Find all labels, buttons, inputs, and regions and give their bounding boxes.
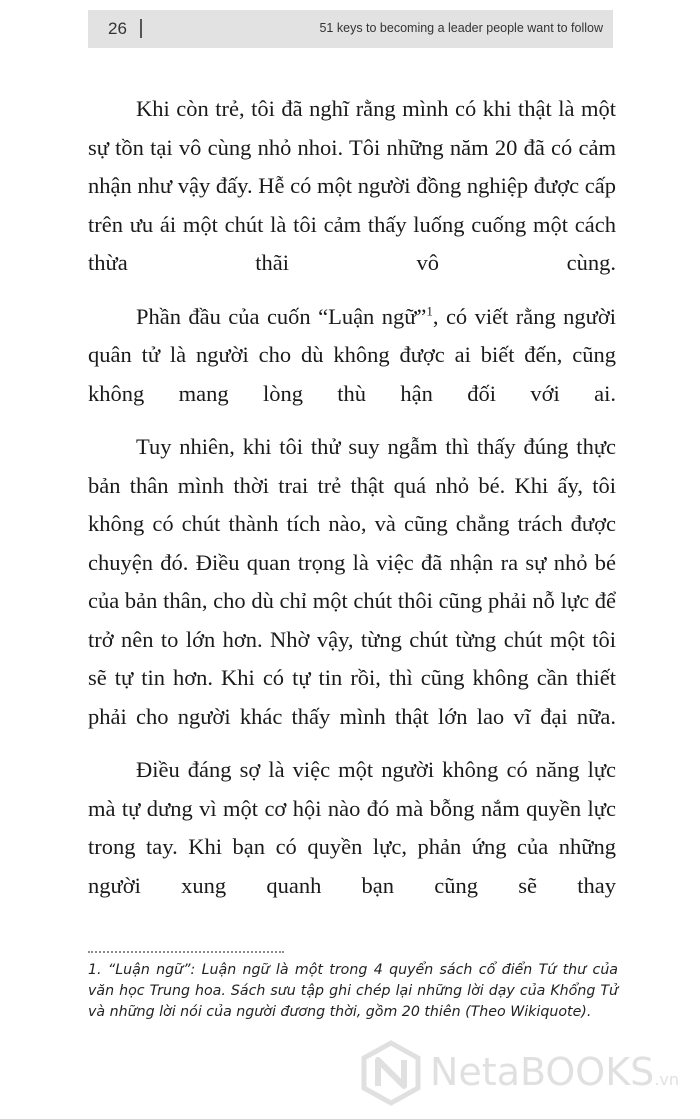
footnote-reference[interactable]: 1 bbox=[426, 303, 433, 318]
watermark-text bbox=[430, 1050, 679, 1094]
paragraph-4: Điều đáng sợ là việc một người không có năng lực mà tự dưng vì một cơ hội nào đó mà bỗng nắm quyền lực trong tay. Khi bạn có quyền lực, phản ứng của những người xung quanh bạn cũng sẽ thay bbox=[88, 757, 616, 898]
page-number: 26 bbox=[108, 19, 127, 38]
paragraph-2-text-cont: , có viết rằng người quân tử là người cho dù không được ai biết đến, cũng không mang lòng thù hận đối với ai. bbox=[88, 303, 616, 406]
paragraph-2 bbox=[88, 298, 616, 414]
watermark-suffix: .vn bbox=[654, 1070, 679, 1089]
paragraph-3: Tuy nhiên, khi tôi thử suy ngẫm thì thấy đúng thực bản thân mình thời trai trẻ thật quá nhỏ bé. Khi ấy, tôi không có chút thành tích nào, và cũng chẳng trách được chuyện đó. Điều quan trọng là việc đã nhận ra sự nhỏ bé của bản thân, cho dù chỉ một chút thôi cũng phải nỗ lực để trở nên to lớn hơn. Nhờ vậy, từng chút từng chút một tôi sẽ tự tin hơn. Khi có tự tin rồi, thì cũng không cần thiết phải cho người khác thấy mình thật lớn lao vĩ đại nữa. bbox=[88, 434, 616, 729]
header-divider bbox=[140, 19, 142, 38]
running-title: 51 keys to becoming a leader people want to follow bbox=[319, 21, 603, 35]
paragraph-1: Khi còn trẻ, tôi đã nghĩ rằng mình có khi thật là một sự tồn tại vô cùng nhỏ nhoi. Tôi những năm 20 đã có cảm nhận như vậy đấy. Hễ có một người đồng nghiệp được cấp trên ưu ái một chút là tôi cảm thấy luống cuống một cách thừa thãi vô cùng. bbox=[88, 96, 616, 275]
page-header bbox=[88, 10, 613, 48]
watermark-brand: NetaBOOKS bbox=[430, 1050, 655, 1094]
footnote: 1. “Luận ngữ”: Luận ngữ là một trong 4 quyển sách cổ điển Tứ thư của văn học Trung hoa. Sách sưu tập ghi chép lại những lời dạy của Khổng Tử và những lời nói của người đương thời, gồm 20 thiên (Theo Wikiquote). bbox=[88, 962, 618, 1020]
footnote-divider bbox=[88, 951, 284, 953]
body-text bbox=[88, 90, 616, 905]
publisher-watermark bbox=[358, 1040, 698, 1110]
paragraph-2-text: Phần đầu của cuốn “Luận ngữ” bbox=[136, 303, 427, 329]
netabooks-logo-icon bbox=[358, 1040, 424, 1106]
